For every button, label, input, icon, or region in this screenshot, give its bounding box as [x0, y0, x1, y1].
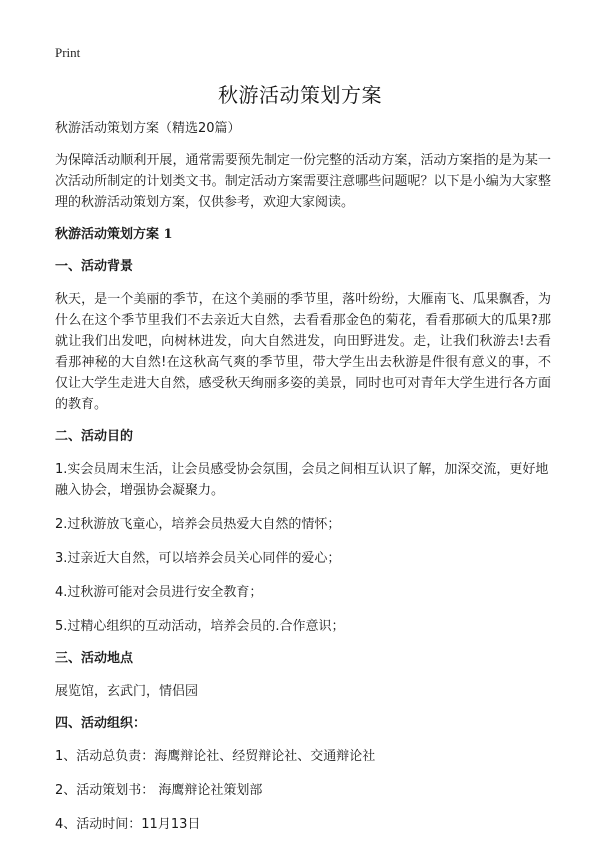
heading-organization: 四、活动组织： — [55, 716, 147, 731]
print-link[interactable]: Print — [55, 45, 81, 60]
purpose-item: 2.过秋游放飞童心，培养会员热爱大自然的情怀； — [55, 517, 341, 532]
heading-background: 一、活动背景 — [55, 259, 134, 274]
purpose-item: 5.过精心组织的互动活动，培养会员的.合作意识； — [55, 619, 345, 634]
document-body — [55, 120, 551, 848]
section-label: 秋游活动策划方案 1 — [55, 227, 173, 242]
organization-item: 1、活动总负责：海鹰辩论社、经贸辩论社、交通辩论社 — [55, 749, 376, 764]
heading-location: 三、活动地点 — [55, 651, 134, 666]
background-paragraph: 秋天，是一个美丽的季节，在这个美丽的季节里，落叶纷纷，大雁南飞、瓜果飘香，为什么在这个季节里我们不去亲近大自然，去看看那金色的菊花，看看那硕大的瓜果?那就让我们出发吧，向树林进发，向大自然进发，向田野进发。走，让我们秋游去!去看看那神秘的大自然!在这秋高气爽的季节里，带大学生出去秋游是件很有意义的事，不仅让大学生走进大自然，感受秋天绚丽多姿的美景，同时也可对青年大学生进行各方面的教育。 — [55, 292, 551, 412]
intro-paragraph: 为保障活动顺利开展，通常需要预先制定一份完整的活动方案，活动方案指的是为某一次活动所制定的计划类文书。制定活动方案需要注意哪些问题呢？以下是小编为大家整理的秋游活动策划方案，仅供参考，欢迎大家阅读。 — [55, 153, 551, 210]
location-text: 展览馆，玄武门，情侣园 — [55, 684, 199, 699]
organization-item: 2、活动策划书： 海鹰辩论社策划部 — [55, 783, 263, 798]
heading-purpose: 二、活动目的 — [55, 429, 134, 444]
purpose-item: 4.过秋游可能对会员进行安全教育； — [55, 585, 263, 600]
purpose-item: 1.实会员周末生活，让会员感受协会氛围，会员之间相互认识了解，加深交流，更好地融入协会，增强协会凝聚力。 — [55, 462, 549, 498]
organization-item: 4、活动时间：11月13日 — [55, 817, 201, 832]
page-title: 秋游活动策划方案 — [218, 83, 382, 107]
purpose-item: 3.过亲近大自然，可以培养会员关心同伴的爱心； — [55, 551, 341, 566]
document-subtitle: 秋游活动策划方案（精选20篇） — [55, 121, 241, 136]
